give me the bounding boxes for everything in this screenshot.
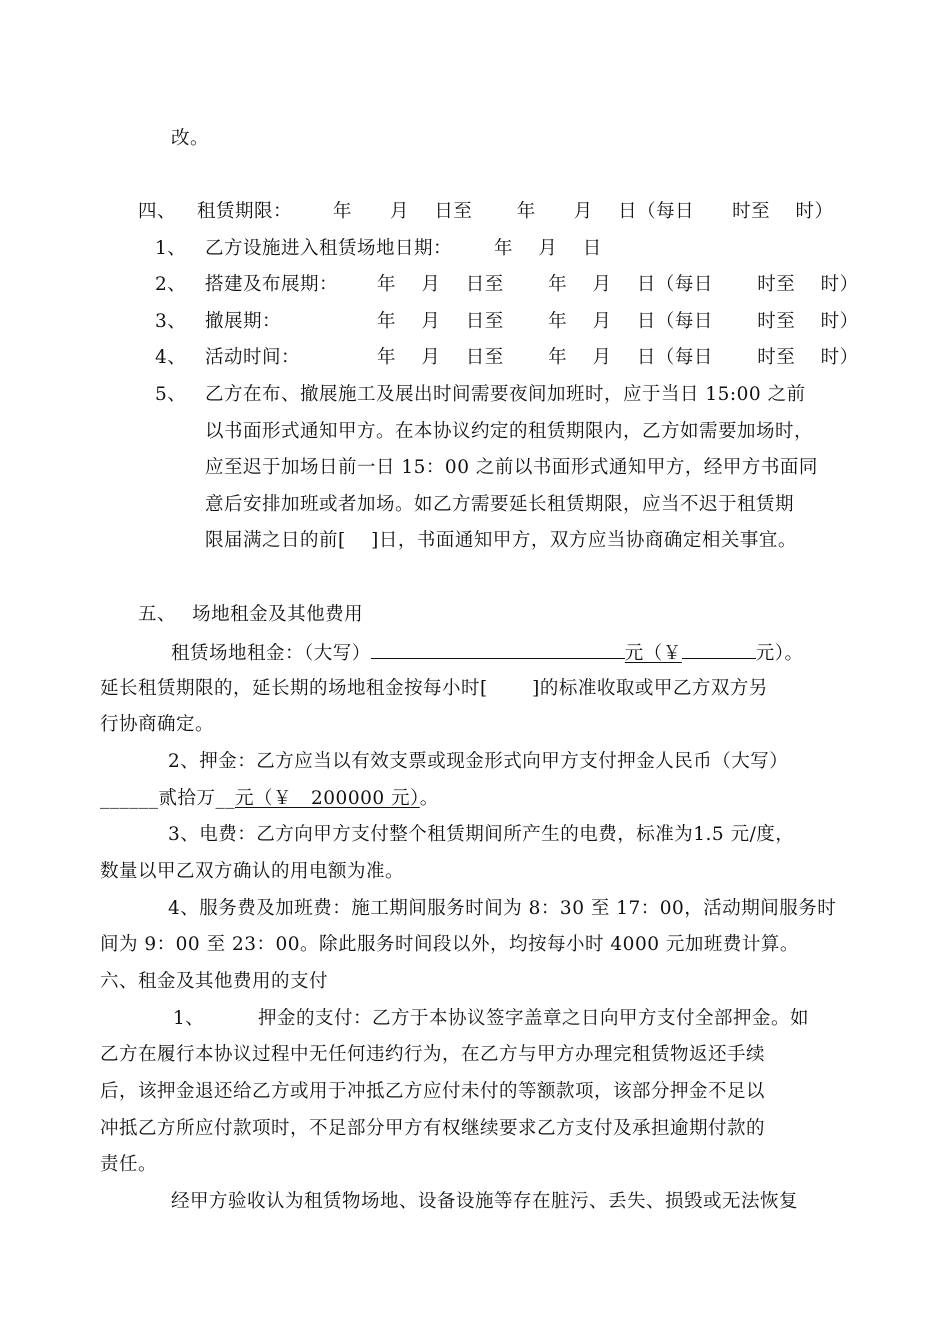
section-5-heading: 五、 场地租金及其他费用 (138, 604, 364, 625)
section-4-label: 租赁期限： (197, 201, 293, 222)
section-4-dates: 年 月 日至 年 月 日（每日 时至 时） (333, 201, 834, 222)
item-5-line: 以书面形式通知甲方。在本协议约定的租赁期限内，乙方如需要加场时， (205, 421, 814, 442)
service-line-1: 4、服务费及加班费：施工期间服务时间为 8：30 至 17：00，活动期间服务时 (168, 898, 837, 919)
section-4-number: 四、 (138, 201, 177, 222)
item-2-dates: 年 月 日至 年 月 日（每日 时至 时） (377, 274, 859, 295)
item-1-label: 乙方设施进入租赁场地日期： (205, 238, 453, 259)
electricity-line-1: 3、电费：乙方向甲方支付整个租赁期间所产生的电费，标准为1.5 元/度， (168, 824, 795, 845)
rent-suffix: 元）。 (755, 643, 804, 664)
rent-prefix: 租赁场地租金：（大写） (171, 643, 371, 664)
intro-text: 改。 (171, 128, 210, 149)
rent-cont-line: 延长租赁期限的，延长期的场地租金按每小时[ ]的标准收取或甲乙方双方另 (100, 678, 768, 699)
item-4-number: 4、 (155, 347, 187, 368)
service-line-2: 间为 9：00 至 23：00。除此服务时间段以外，均按每小时 4000 元加班费计算。 (100, 934, 799, 955)
item-3-label: 撤展期： (205, 311, 282, 332)
rent-cont-line: 行协商确定。 (100, 714, 215, 735)
deposit-line-1: 2、押金：乙方应当以有效支票或现金形式向甲方支付押金人民币（大写） (168, 751, 789, 772)
payment-1-line: 乙方在履行本协议过程中无任何违约行为，在乙方与甲方办理完租赁物返还手续 (100, 1044, 766, 1065)
item-3-number: 3、 (155, 311, 187, 332)
payment-1-number: 1、 (173, 1008, 205, 1029)
item-5-line: 限届满之日的前[ ]日，书面通知甲方，双方应当协商确定相关事宜。 (205, 530, 797, 551)
deposit-unit: 元（￥ 200000 元） (235, 788, 420, 809)
deposit-blank-2: __ (215, 788, 236, 809)
rent-line (171, 640, 804, 666)
rent-mid: 元（￥ (624, 643, 682, 664)
item-2-label: 搭建及布展期： (205, 274, 339, 295)
payment-1-line: 押金的支付：乙方于本协议签字盖章之日向甲方支付全部押金。如 (258, 1008, 810, 1029)
deposit-end: 。 (419, 788, 439, 809)
item-1-number: 1、 (155, 238, 187, 259)
item-5-number: 5、 (155, 384, 187, 405)
payment-1-line: 责任。 (100, 1154, 158, 1175)
item-5-line: 乙方在布、撤展施工及展出时间需要夜间加班时，应于当日 15:00 之前 (205, 384, 806, 405)
item-4-label: 活动时间： (205, 347, 301, 368)
rent-blank-uppercase (371, 640, 625, 659)
section-6-heading: 六、租金及其他费用的支付 (100, 971, 329, 992)
deposit-line-2 (100, 787, 439, 811)
electricity-line-2: 数量以甲乙双方确认的用电额为准。 (100, 861, 405, 882)
item-3-dates: 年 月 日至 年 月 日（每日 时至 时） (377, 311, 859, 332)
deposit-blank: ______ (100, 788, 159, 809)
payment-2-line: 经甲方验收认为租赁物场地、设备设施等存在脏污、丢失、损毁或无法恢复 (171, 1191, 799, 1212)
item-2-number: 2、 (155, 274, 187, 295)
rent-blank-amount (682, 640, 756, 659)
deposit-amount: 贰拾万 (158, 788, 216, 809)
item-5-line: 意后安排加班或者加场。如乙方需要延长租赁期限，应当不迟于租赁期 (205, 494, 795, 515)
item-5-line: 应至迟于加场日前一日 15：00 之前以书面形式通知甲方，经甲方书面同 (205, 457, 818, 478)
payment-1-line: 冲抵乙方所应付款项时，不足部分甲方有权继续要求乙方支付及承担逾期付款的 (100, 1118, 766, 1139)
item-1-date: 年 月 日 (494, 238, 602, 259)
payment-1-line: 后，该押金退还给乙方或用于冲抵乙方应付未付的等额款项，该部分押金不足以 (100, 1081, 766, 1102)
item-4-dates: 年 月 日至 年 月 日（每日 时至 时） (377, 347, 859, 368)
